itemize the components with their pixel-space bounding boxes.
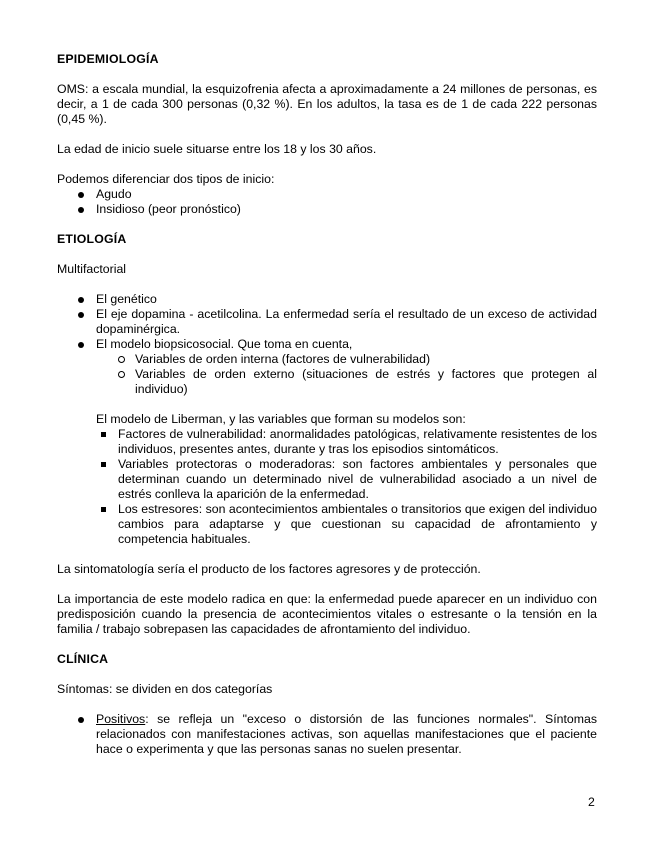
- paragraph-importancia: La importancia de este modelo radica en que: la enfermedad puede aparecer en un individuo con predisposición cuando la presencia de acontecimientos vitales o estresante o la tensión en la familia / trabajo sobrepasen las capacidades de afrontamiento del individuo.: [57, 592, 597, 636]
- list-item: El modelo biopsicosocial. Que toma en cuenta,: [57, 337, 597, 352]
- paragraph-sintomatologia: La sintomatología sería el producto de los factores agresores y de protección.: [57, 562, 481, 576]
- symptoms-list: [57, 712, 597, 757]
- paragraph-tipos-inicio: Podemos diferenciar dos tipos de inicio:: [57, 172, 275, 186]
- variables-list: [57, 352, 597, 397]
- onset-types-list: [57, 187, 597, 217]
- heading-clinica: CLÍNICA: [57, 652, 109, 666]
- paragraph-multifactorial: Multifactorial: [57, 262, 127, 276]
- heading-epidemiologia: EPIDEMIOLOGÍA: [57, 52, 159, 66]
- list-item: Agudo: [57, 187, 597, 202]
- page-content: [57, 52, 597, 757]
- list-item: Variables de orden interna (factores de vulnerabilidad): [57, 352, 597, 367]
- positivos-text: : se refleja un "exceso o distorsión de las funciones normales". Síntomas relacionados con manifestaciones activas, son aquellas manifestaciones que el paciente hace o experimenta y que las personas sanas no suelen presentar.: [96, 712, 597, 756]
- paragraph-liberman-intro: El modelo de Liberman, y las variables que forman su modelos son:: [96, 412, 466, 426]
- paragraph-oms: OMS: a escala mundial, la esquizofrenia afecta a aproximadamente a 24 millones de personas, es decir, a 1 de cada 300 personas (0,32 %). En los adultos, la tasa es de 1 de cada 222 personas (0,45 %).: [57, 82, 597, 126]
- list-item: Variables protectoras o moderadoras: son factores ambientales y personales que determinan cuando un determinado nivel de vulnerabilidad asociado a un nivel de estrés conlleva la aparición de la enfermedad.: [57, 457, 597, 502]
- paragraph-sintomas: Síntomas: se dividen en dos categorías: [57, 682, 273, 696]
- list-item: El eje dopamina - acetilcolina. La enfermedad sería el resultado de un exceso de actividad dopaminérgica.: [57, 307, 597, 337]
- page-number: 2: [588, 795, 595, 809]
- liberman-list: [57, 427, 597, 547]
- list-item: Los estresores: son acontecimientos ambientales o transitorios que exigen del individuo cambios para adaptarse y que cuestionan su capacidad de afrontamiento y competencia habituales.: [57, 502, 597, 547]
- list-item-positivos: [57, 712, 597, 757]
- factors-list: [57, 292, 597, 352]
- list-item: El genético: [57, 292, 597, 307]
- list-item: Variables de orden externo (situaciones de estrés y factores que protegen al individuo): [57, 367, 597, 397]
- positivos-label: Positivos: [96, 712, 146, 726]
- list-item: Insidioso (peor pronóstico): [57, 202, 597, 217]
- heading-etiologia: ETIOLOGÍA: [57, 232, 127, 246]
- list-item: Factores de vulnerabilidad: anormalidades patológicas, relativamente resistentes de los individuos, presentes antes, durante y tras los episodios sintomáticos.: [57, 427, 597, 457]
- paragraph-edad-inicio: La edad de inicio suele situarse entre los 18 y los 30 años.: [57, 142, 377, 156]
